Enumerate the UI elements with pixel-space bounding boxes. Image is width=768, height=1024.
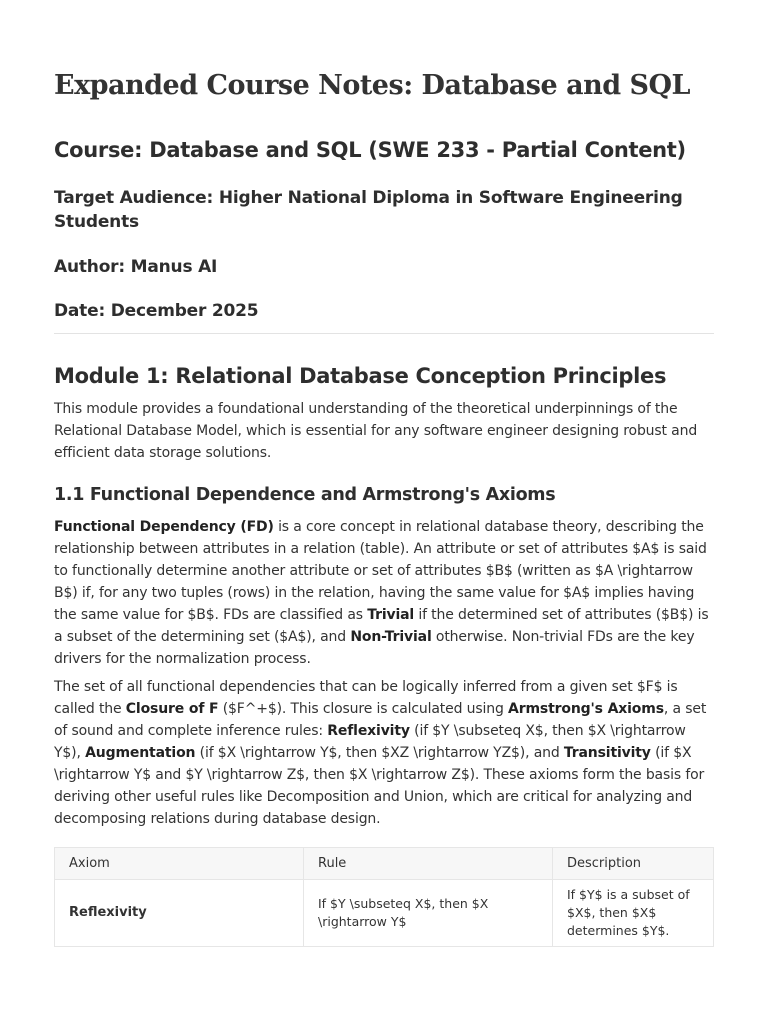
- closure-paragraph: [54, 676, 714, 830]
- paragraph-text: , a set of sound and complete inference rules:: [54, 701, 707, 739]
- column-header-axiom: Axiom: [55, 848, 304, 880]
- module-heading: Module 1: Relational Database Conception Principles: [54, 364, 667, 388]
- section-heading: 1.1 Functional Dependence and Armstrong's Axioms: [54, 485, 556, 505]
- paragraph-text: (if $X \rightarrow Y$ and $Y \rightarrow Z$, then $X \rightarrow Z$). These axioms form the basis for deriving other useful rules like Decomposition and Union, which are critical for analyzing and decomposing relations during database design.: [54, 745, 705, 827]
- document-title: Expanded Course Notes: Database and SQL: [54, 70, 690, 101]
- column-header-description: Description: [553, 848, 714, 880]
- bold-term: Functional Dependency (FD): [54, 519, 274, 535]
- functional-dependency-paragraph: [54, 516, 714, 670]
- section-divider: [54, 333, 714, 334]
- table-header-row: [55, 848, 714, 880]
- axiom-cell: Reflexivity: [55, 880, 304, 947]
- course-heading: Course: Database and SQL (SWE 233 - Partial Content): [54, 138, 686, 162]
- bold-term: Augmentation: [85, 745, 196, 761]
- bold-term: Transitivity: [563, 745, 651, 761]
- paragraph-text: if the determined set of attributes ($B$) is a subset of the determining set ($A$), and: [54, 607, 709, 645]
- bold-term: Closure of F: [125, 701, 219, 717]
- module-intro-paragraph: This module provides a foundational understanding of the theoretical underpinnings of the Relational Database Model, which is essential for any software engineer designing robust and efficient data storage solutions.: [54, 401, 698, 461]
- bold-term: Armstrong's Axioms: [508, 701, 664, 717]
- bold-term: Non-Trivial: [350, 629, 432, 645]
- rule-cell: If $Y \subseteq X$, then $X \rightarrow Y$: [304, 880, 553, 947]
- paragraph-text: The set of all functional dependencies that can be logically inferred from a given set $F$ is called the: [54, 679, 678, 717]
- description-cell: If $Y$ is a subset of $X$, then $X$ determines $Y$.: [553, 880, 714, 947]
- bold-term: Trivial: [367, 607, 415, 623]
- column-header-rule: Rule: [304, 848, 553, 880]
- date-heading: Date: December 2025: [54, 301, 259, 321]
- axiom-table: [54, 847, 714, 947]
- table-row: [55, 880, 714, 947]
- paragraph-text: ($F^+$). This closure is calculated using: [218, 701, 509, 717]
- paragraph-text: (if $Y \subseteq X$, then $X \rightarrow Y$),: [54, 723, 686, 761]
- paragraph-text: (if $X \rightarrow Y$, then $XZ \rightarrow YZ$), and: [195, 745, 564, 761]
- paragraph-text: otherwise. Non-trivial FDs are the key drivers for the normalization process.: [54, 629, 695, 667]
- paragraph-text: is a core concept in relational database theory, describing the relationship between attributes in a relation (table). An attribute or set of attributes $A$ is said to functionally determine another attribute or set of attributes $B$ (written as $A \rightarrow B$) if, for any two tuples (rows) in the relation, having the same value for $A$ implies having the same value for $B$. FDs are classified as: [54, 519, 707, 623]
- author-heading: Author: Manus AI: [54, 257, 218, 277]
- bold-term: Reflexivity: [327, 723, 410, 739]
- audience-heading: Target Audience: Higher National Diploma in Software Engineering Students: [54, 188, 683, 232]
